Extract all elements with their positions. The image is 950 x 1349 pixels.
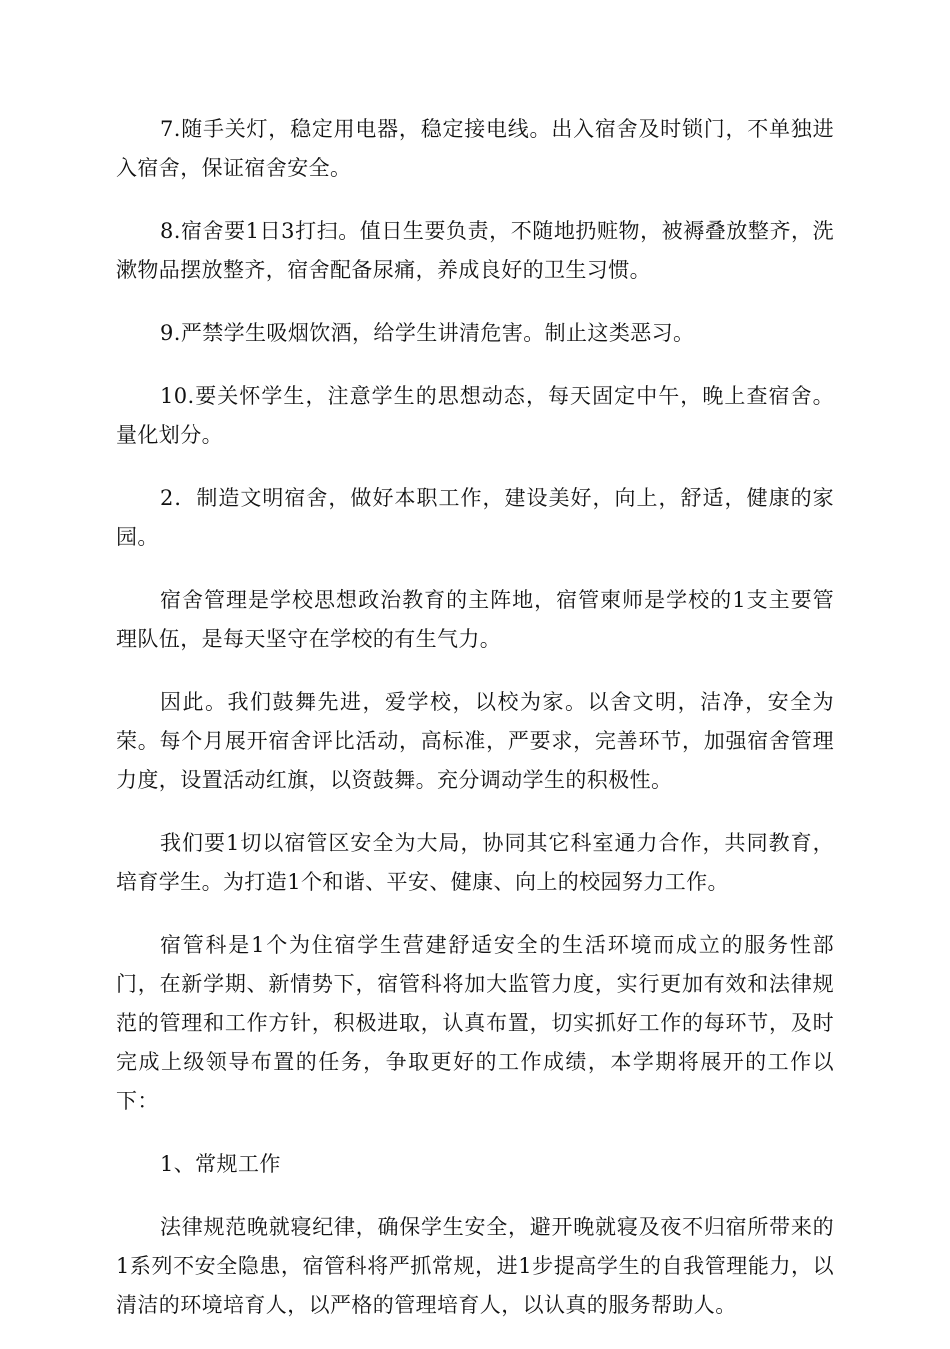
document-body <box>116 110 834 1349</box>
paragraph-department-plan: 宿管科是1个为住宿学生营建舒适安全的生活环境而成立的服务性部门，在新学期、新情势下，宿管科将加大监管力度，实行更加有效和法律规范的管理和工作方针，积极进取，认真布置，切实抓好工作的每环节，及时完成上级领导布置的任务，争取更好的工作成绩，本学期将展开的工作以下： <box>116 933 834 1113</box>
paragraph-encouragement: 因此。我们鼓舞先进，爱学校，以校为家。以舍文明，洁净，安全为荣。每个月展开宿舍评比活动，高标准，严要求，完善环节，加强宿舍管理力度，设置活动红旗，以资鼓舞。充分调动学生的积极性。 <box>116 690 834 792</box>
paragraph-item-9: 9.严禁学生吸烟饮酒，给学生讲清危害。制止这类恶习。 <box>160 321 695 345</box>
paragraph-item-8: 8.宿舍要1日3打扫。值日生要负责，不随地扔赃物，被褥叠放整齐，洗漱物品摆放整齐，宿舍配备尿痛，养成良好的卫生习惯。 <box>116 219 834 282</box>
section-heading-routine-work: 1、常规工作 <box>160 1152 281 1176</box>
paragraph-safety-cooperation: 我们要1切以宿管区安全为大局，协同其它科室通力合作，共同教育，培育学生。为打造1个和谐、平安、健康、向上的校园努力工作。 <box>116 831 834 894</box>
paragraph-routine-details: 法律规范晚就寝纪律，确保学生安全，避开晚就寝及夜不归宿所带来的1系列不安全隐患，宿管科将严抓常规，进1步提高学生的自我管理能力，以清洁的环境培育人，以严格的管理培育人，以认真的服务帮助人。 <box>116 1215 834 1317</box>
paragraph-item-7: 7.随手关灯，稳定用电器，稳定接电线。出入宿舍及时锁门，不单独进入宿舍，保证宿舍安全。 <box>116 117 834 180</box>
paragraph-dorm-management: 宿舍管理是学校思想政治教育的主阵地，宿管柬师是学校的1支主要管理队伍，是每天坚守在学校的有生气力。 <box>116 588 834 651</box>
paragraph-section-2: 2．制造文明宿舍，做好本职工作，建设美好，向上，舒适，健康的家园。 <box>116 486 834 549</box>
paragraph-item-10: 10.要关怀学生，注意学生的思想动态，每天固定中午，晚上查宿舍。量化划分。 <box>116 384 834 447</box>
